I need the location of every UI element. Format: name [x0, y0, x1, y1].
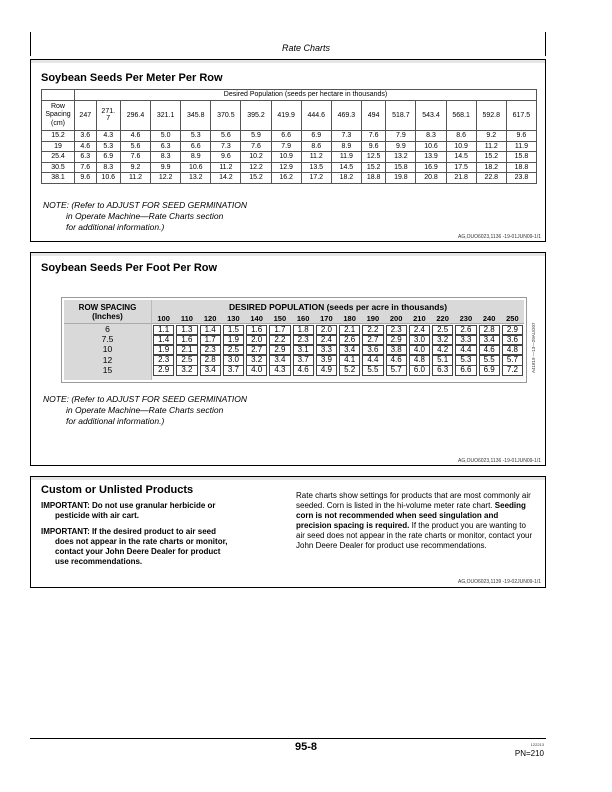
rate-cell: 1.9 — [153, 345, 174, 356]
rate-cell: 3.3 — [455, 335, 476, 346]
rate-cell: 7.9 — [271, 141, 301, 152]
reference-code: AG,OUO6023,1139 -19-02JUN09-1/1 — [457, 579, 541, 585]
row-spacing-header: Row Spacing (cm) — [42, 100, 75, 131]
population-column-header: 592.8 — [476, 100, 506, 131]
rate-cell: 13.2 — [181, 173, 211, 184]
rate-cell: 14.5 — [331, 162, 361, 173]
rate-cell: 11.9 — [506, 141, 536, 152]
section-title: Custom or Unlisted Products — [41, 484, 194, 496]
rate-cell: 7.3 — [331, 131, 361, 142]
row-spacing-cell: 19 — [42, 141, 75, 152]
rate-cell: 2.3 — [293, 335, 314, 346]
rate-cell: 4.2 — [432, 345, 453, 356]
population-column-header: 240 — [482, 314, 496, 323]
row-spacing-cell: 30.5 — [42, 162, 75, 173]
rate-cell: 3.4 — [200, 365, 221, 376]
rate-cell: 2.7 — [362, 335, 383, 346]
rate-cell: 5.6 — [211, 131, 241, 142]
population-column-header: 321.1 — [151, 100, 181, 131]
rate-cell: 9.2 — [120, 162, 150, 173]
rate-cell: 3.7 — [223, 365, 244, 376]
rate-cell: 12.5 — [361, 152, 385, 163]
population-column-header: 150 — [273, 314, 287, 323]
rate-cell: 7.6 — [75, 162, 97, 173]
rate-cell: 3.4 — [479, 335, 500, 346]
rate-cell: 18.8 — [506, 162, 536, 173]
rate-cell: 7.6 — [361, 131, 385, 142]
figure-tag: A41819 —13—29AUG07 — [531, 322, 536, 373]
rate-cell: 4.0 — [409, 345, 430, 356]
reference-code: AG,OUO6023,1136 -19-01JUN09-1/1 — [457, 234, 541, 240]
rate-cell: 4.8 — [409, 355, 430, 366]
rate-cell: 1.9 — [223, 335, 244, 346]
rate-cell: 9.6 — [75, 173, 97, 184]
table-row — [152, 344, 524, 354]
population-column-header: 210 — [413, 314, 426, 323]
rate-cell: 8.6 — [446, 131, 476, 142]
rate-cell: 2.9 — [269, 345, 290, 356]
population-values-header — [152, 314, 524, 324]
rate-cell: 6.9 — [479, 365, 500, 376]
custom-products-section — [30, 476, 546, 588]
population-column-header: 170 — [320, 314, 333, 323]
rate-cell: 1.1 — [153, 325, 174, 336]
section-top-shade — [31, 60, 545, 63]
rate-cell: 4.3 — [96, 131, 120, 142]
population-column-header: 180 — [343, 314, 356, 323]
rate-cell: 5.3 — [96, 141, 120, 152]
population-column-header: 568.1 — [446, 100, 476, 131]
rate-cell: 11.9 — [331, 152, 361, 163]
rate-cell: 15.2 — [241, 173, 271, 184]
rate-cell: 2.2 — [269, 335, 290, 346]
rate-cell: 5.7 — [386, 365, 407, 376]
footer-code: 122213 — [530, 742, 544, 747]
rate-cell: 10.9 — [446, 141, 476, 152]
table-row — [152, 324, 524, 334]
rate-cell: 10.6 — [416, 141, 446, 152]
rate-cell: 4.6 — [386, 355, 407, 366]
rate-cell: 2.5 — [176, 355, 197, 366]
rate-cell: 3.3 — [316, 345, 337, 356]
rate-cell: 10.2 — [241, 152, 271, 163]
table-row — [42, 173, 537, 184]
row-spacing-cell: 10 — [102, 344, 113, 355]
page-header-title: Rate Charts — [281, 43, 331, 53]
rate-cell: 12.9 — [271, 162, 301, 173]
rate-cell: 4.6 — [293, 365, 314, 376]
population-column-header: 250 — [506, 314, 519, 323]
rate-cell: 1.6 — [246, 325, 267, 336]
population-header: Desired Population (seeds per hectare in thousands) — [75, 90, 537, 101]
row-spacing-column — [64, 300, 152, 380]
population-column-header: 140 — [250, 314, 263, 323]
section-title: Soybean Seeds Per Meter Per Row — [41, 72, 223, 84]
rate-cell: 3.1 — [293, 345, 314, 356]
rate-cell: 19.8 — [386, 173, 416, 184]
rate-cell: 17.2 — [301, 173, 331, 184]
rate-cell: 2.1 — [339, 325, 360, 336]
rate-cell: 18.2 — [476, 162, 506, 173]
rate-cell: 8.3 — [416, 131, 446, 142]
rate-cell: 14.2 — [211, 173, 241, 184]
rate-cell: 10.6 — [181, 162, 211, 173]
table-corner — [42, 90, 75, 101]
rate-cell: 8.6 — [301, 141, 331, 152]
rate-cell: 2.2 — [362, 325, 383, 336]
rate-cell: 5.6 — [120, 141, 150, 152]
rate-cell: 5.2 — [339, 365, 360, 376]
row-spacing-cell: 25.4 — [42, 152, 75, 163]
row-spacing-cell: 12 — [102, 354, 113, 365]
rate-cell: 2.5 — [432, 325, 453, 336]
rate-cell: 2.6 — [339, 335, 360, 346]
rate-cell: 11.2 — [301, 152, 331, 163]
rate-cell: 20.8 — [416, 173, 446, 184]
rate-cell: 4.1 — [339, 355, 360, 366]
rate-cell: 3.8 — [386, 345, 407, 356]
reference-code: AG,OUO6023,1136 -19-01JUN09-1/1 — [457, 458, 541, 464]
rate-cell: 11.2 — [120, 173, 150, 184]
rate-cell: 1.4 — [200, 325, 221, 336]
table-row — [152, 365, 524, 375]
rate-cell: 5.9 — [241, 131, 271, 142]
rate-cell: 15.8 — [506, 152, 536, 163]
rate-cell: 2.9 — [153, 365, 174, 376]
rate-cell: 11.2 — [211, 162, 241, 173]
rate-cell: 4.4 — [362, 355, 383, 366]
pn-label: PN=210 — [514, 749, 544, 758]
rate-cell: 5.0 — [151, 131, 181, 142]
rate-cell: 5.3 — [181, 131, 211, 142]
rate-cell: 2.8 — [200, 355, 221, 366]
rate-cell: 4.6 — [75, 141, 97, 152]
rate-cell: 3.4 — [269, 355, 290, 366]
rate-cell: 1.8 — [293, 325, 314, 336]
rate-cell: 2.6 — [455, 325, 476, 336]
rate-cell: 6.6 — [455, 365, 476, 376]
rate-cell: 1.7 — [200, 335, 221, 346]
table-row — [42, 152, 537, 163]
rate-cell: 10.6 — [96, 173, 120, 184]
imperial-rate-chart — [61, 297, 527, 383]
rate-cell: 7.9 — [386, 131, 416, 142]
rate-cell: 2.3 — [153, 355, 174, 366]
rate-cell: 6.0 — [409, 365, 430, 376]
population-column-header: 110 — [180, 314, 193, 323]
metric-rate-section — [30, 59, 546, 242]
population-column-header: 419.9 — [271, 100, 301, 131]
rate-cell: 3.0 — [223, 355, 244, 366]
rate-cell: 4.3 — [269, 365, 290, 376]
rate-cell: 12.2 — [241, 162, 271, 173]
rate-cell: 10.9 — [271, 152, 301, 163]
rate-cell: 1.5 — [223, 325, 244, 336]
population-column-header: 190 — [366, 314, 380, 323]
rate-cell: 8.3 — [96, 162, 120, 173]
germination-note — [43, 200, 247, 233]
section-top-shade — [31, 253, 545, 256]
rate-cell: 2.3 — [386, 325, 407, 336]
population-column-header: 469.3 — [331, 100, 361, 131]
germination-note — [43, 394, 247, 427]
rate-cell: 4.9 — [316, 365, 337, 376]
rate-cell: 4.4 — [455, 345, 476, 356]
section-title: Soybean Seeds Per Foot Per Row — [41, 262, 218, 274]
rate-cell: 6.3 — [151, 141, 181, 152]
population-column-header: 518.7 — [386, 100, 416, 131]
page-number: 95-8 — [294, 741, 318, 753]
rate-cell: 9.6 — [361, 141, 385, 152]
population-column-header: 345.8 — [181, 100, 211, 131]
rate-cell: 6.6 — [181, 141, 211, 152]
rate-cell: 22.8 — [476, 173, 506, 184]
population-column-header: 247 — [75, 100, 97, 131]
section-top-shade — [31, 477, 545, 480]
rate-cell: 17.5 — [446, 162, 476, 173]
rate-cell: 6.9 — [301, 131, 331, 142]
rate-cell: 23.8 — [506, 173, 536, 184]
rate-cell: 6.3 — [432, 365, 453, 376]
population-column-header: 100 — [157, 314, 170, 323]
rate-cell: 16.9 — [416, 162, 446, 173]
population-column-header: 370.5 — [211, 100, 241, 131]
rate-cell: 3.6 — [502, 335, 523, 346]
rate-cell: 5.7 — [502, 355, 523, 366]
population-column-header: 130 — [227, 314, 240, 323]
table-row — [152, 334, 524, 344]
rate-cell: 21.8 — [446, 173, 476, 184]
rate-cell: 3.2 — [432, 335, 453, 346]
row-spacing-cell: 15.2 — [42, 131, 75, 142]
rate-cell: 15.8 — [386, 162, 416, 173]
rate-cell: 3.2 — [246, 355, 267, 366]
rate-cell: 6.9 — [96, 152, 120, 163]
rate-cell: 7.6 — [241, 141, 271, 152]
footer-rule — [30, 738, 546, 739]
population-columns — [152, 300, 524, 380]
rate-cell: 1.7 — [269, 325, 290, 336]
rate-cell: 8.9 — [181, 152, 211, 163]
population-column-header: 160 — [296, 314, 310, 323]
table-row — [42, 162, 537, 173]
rate-cell: 15.2 — [361, 162, 385, 173]
rate-cell: 6.3 — [75, 152, 97, 163]
rate-cell: 9.6 — [211, 152, 241, 163]
rate-cell: 1.6 — [176, 335, 197, 346]
rate-cell: 9.9 — [386, 141, 416, 152]
rate-cell: 1.3 — [176, 325, 197, 336]
table-row — [152, 355, 524, 365]
population-column-header: 395.2 — [241, 100, 271, 131]
rate-cell: 15.2 — [476, 152, 506, 163]
row-spacing-cell: 38.1 — [42, 173, 75, 184]
rate-cell: 2.0 — [246, 335, 267, 346]
population-header: DESIRED POPULATION (seeds per acre in thousands) — [152, 300, 524, 314]
rate-cell: 4.8 — [502, 345, 523, 356]
rate-cell: 3.0 — [409, 335, 430, 346]
population-column-header: 120 — [203, 314, 217, 323]
rate-cell: 2.4 — [316, 335, 337, 346]
important-notices — [41, 501, 286, 573]
rate-cell: 5.5 — [479, 355, 500, 366]
population-column-header: 271. 7 — [96, 100, 120, 131]
population-column-header: 220 — [436, 314, 449, 323]
population-column-header: 617.5 — [506, 100, 536, 131]
note-line: in Operate Machine—Rate Charts section — [66, 405, 224, 415]
rate-cell: 2.5 — [223, 345, 244, 356]
table-row — [42, 131, 537, 142]
rate-cell: 9.9 — [151, 162, 181, 173]
rate-cell: 3.2 — [176, 365, 197, 376]
rate-cell: 2.9 — [386, 335, 407, 346]
population-column-header: 230 — [459, 314, 473, 323]
rate-cell: 18.2 — [331, 173, 361, 184]
rate-cell: 3.6 — [362, 345, 383, 356]
rate-cell: 12.2 — [151, 173, 181, 184]
rate-cell: 4.6 — [120, 131, 150, 142]
rate-cell: 13.9 — [416, 152, 446, 163]
rate-cell: 16.2 — [271, 173, 301, 184]
rate-cell: 7.2 — [502, 365, 523, 376]
rate-cell: 3.9 — [316, 355, 337, 366]
metric-rate-table — [41, 89, 537, 184]
rate-cell: 3.6 — [75, 131, 97, 142]
population-column-header: 494 — [361, 100, 385, 131]
rate-cell: 13.5 — [301, 162, 331, 173]
rate-cell: 14.5 — [446, 152, 476, 163]
population-column-header: 543.4 — [416, 100, 446, 131]
note-line: for additional information.) — [66, 416, 165, 426]
rate-cell: 13.2 — [386, 152, 416, 163]
population-column-header: 296.4 — [120, 100, 150, 131]
row-spacing-cell: 7.5 — [101, 334, 114, 345]
rate-cell: 9.6 — [506, 131, 536, 142]
rate-cell: 8.9 — [331, 141, 361, 152]
note-line: NOTE: (Refer to ADJUST FOR SEED GERMINATION — [43, 200, 248, 210]
table-row — [42, 141, 537, 152]
rate-cell: 6.6 — [271, 131, 301, 142]
rate-cell: 8.3 — [151, 152, 181, 163]
rate-cell: 2.3 — [200, 345, 221, 356]
population-column-header: 444.6 — [301, 100, 331, 131]
rate-cell: 7.6 — [120, 152, 150, 163]
rate-cell: 2.0 — [316, 325, 337, 336]
rate-cell: 5.3 — [455, 355, 476, 366]
rate-cell: 2.7 — [246, 345, 267, 356]
rate-cell: 9.2 — [476, 131, 506, 142]
note-line: for additional information.) — [66, 222, 165, 232]
row-spacing-cell: 6 — [105, 324, 110, 334]
rate-cell: 1.4 — [153, 335, 174, 346]
imperial-rate-section — [30, 252, 546, 466]
rate-cell: 18.8 — [361, 173, 385, 184]
rate-cell: 3.4 — [339, 345, 360, 356]
rate-cell: 4.6 — [479, 345, 500, 356]
important-notice: IMPORTANT: Do not use granular herbicide or pesticide with air cart. — [41, 501, 216, 520]
important-notice: IMPORTANT: If the desired product to air seed does not appear in the rate charts or monitor, contact your John Deere Dealer for product use recommendations. — [41, 527, 228, 566]
rate-chart-explanation: Rate charts show settings for products that are most commonly air seeded. Corn is listed in the hi-volume meter rate chart. Seeding corn is not recommended when seed singulation and precision spacing is required. If the product you are wanting to air seed does not appear in the rate charts or monitor, contact your John Deere Dealer for product use recommendations. — [296, 491, 533, 550]
population-column-header: 200 — [389, 314, 403, 323]
rate-cell: 3.7 — [293, 355, 314, 366]
rate-cell: 11.2 — [476, 141, 506, 152]
note-line: in Operate Machine—Rate Charts section — [66, 211, 224, 221]
rate-cell: 2.8 — [479, 325, 500, 336]
rate-cell: 2.4 — [409, 325, 430, 336]
row-spacing-cell: 15 — [102, 364, 113, 375]
rate-cell: 5.1 — [432, 355, 453, 366]
rate-cell: 4.0 — [246, 365, 267, 376]
rate-cell: 2.9 — [502, 325, 523, 336]
rate-cell: 2.1 — [176, 345, 197, 356]
note-line: NOTE: (Refer to ADJUST FOR SEED GERMINATION — [43, 394, 248, 404]
rate-cell: 5.5 — [362, 365, 383, 376]
rate-cell: 7.3 — [211, 141, 241, 152]
row-spacing-header: ROW SPACING (Inches) — [64, 300, 151, 324]
